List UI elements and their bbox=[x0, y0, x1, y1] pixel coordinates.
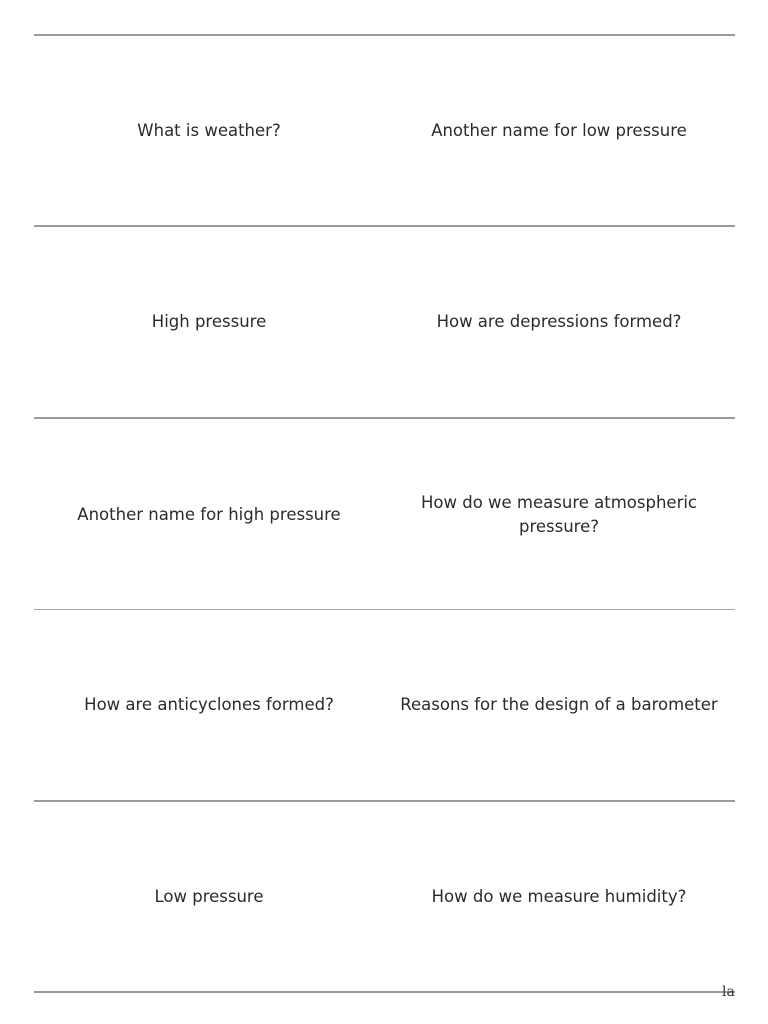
card-question-right: How do we measure humidity? bbox=[431, 887, 687, 906]
card-question-right: Reasons for the design of a barometer bbox=[400, 695, 718, 714]
card-question-left: What is weather? bbox=[137, 121, 281, 140]
card-question-left: High pressure bbox=[151, 312, 267, 331]
card-row-2 bbox=[34, 227, 735, 417]
card-question-right: Another name for low pressure bbox=[431, 121, 687, 140]
card-question-left: Low pressure bbox=[154, 887, 264, 906]
card-question-left: How are anticyclones formed? bbox=[84, 695, 334, 714]
card-row-4 bbox=[34, 610, 735, 800]
divider-bottom bbox=[34, 991, 735, 993]
card-row-5 bbox=[34, 802, 735, 992]
card-question-left: Another name for high pressure bbox=[77, 505, 341, 524]
card-row-1 bbox=[34, 36, 735, 226]
card-question-right: How are depressions formed? bbox=[436, 312, 682, 331]
footer-mark: la bbox=[722, 984, 735, 1000]
card-row-3 bbox=[34, 420, 735, 610]
card-question-right: How do we measure atmospheric pressure? bbox=[420, 493, 698, 536]
divider bbox=[34, 417, 735, 419]
